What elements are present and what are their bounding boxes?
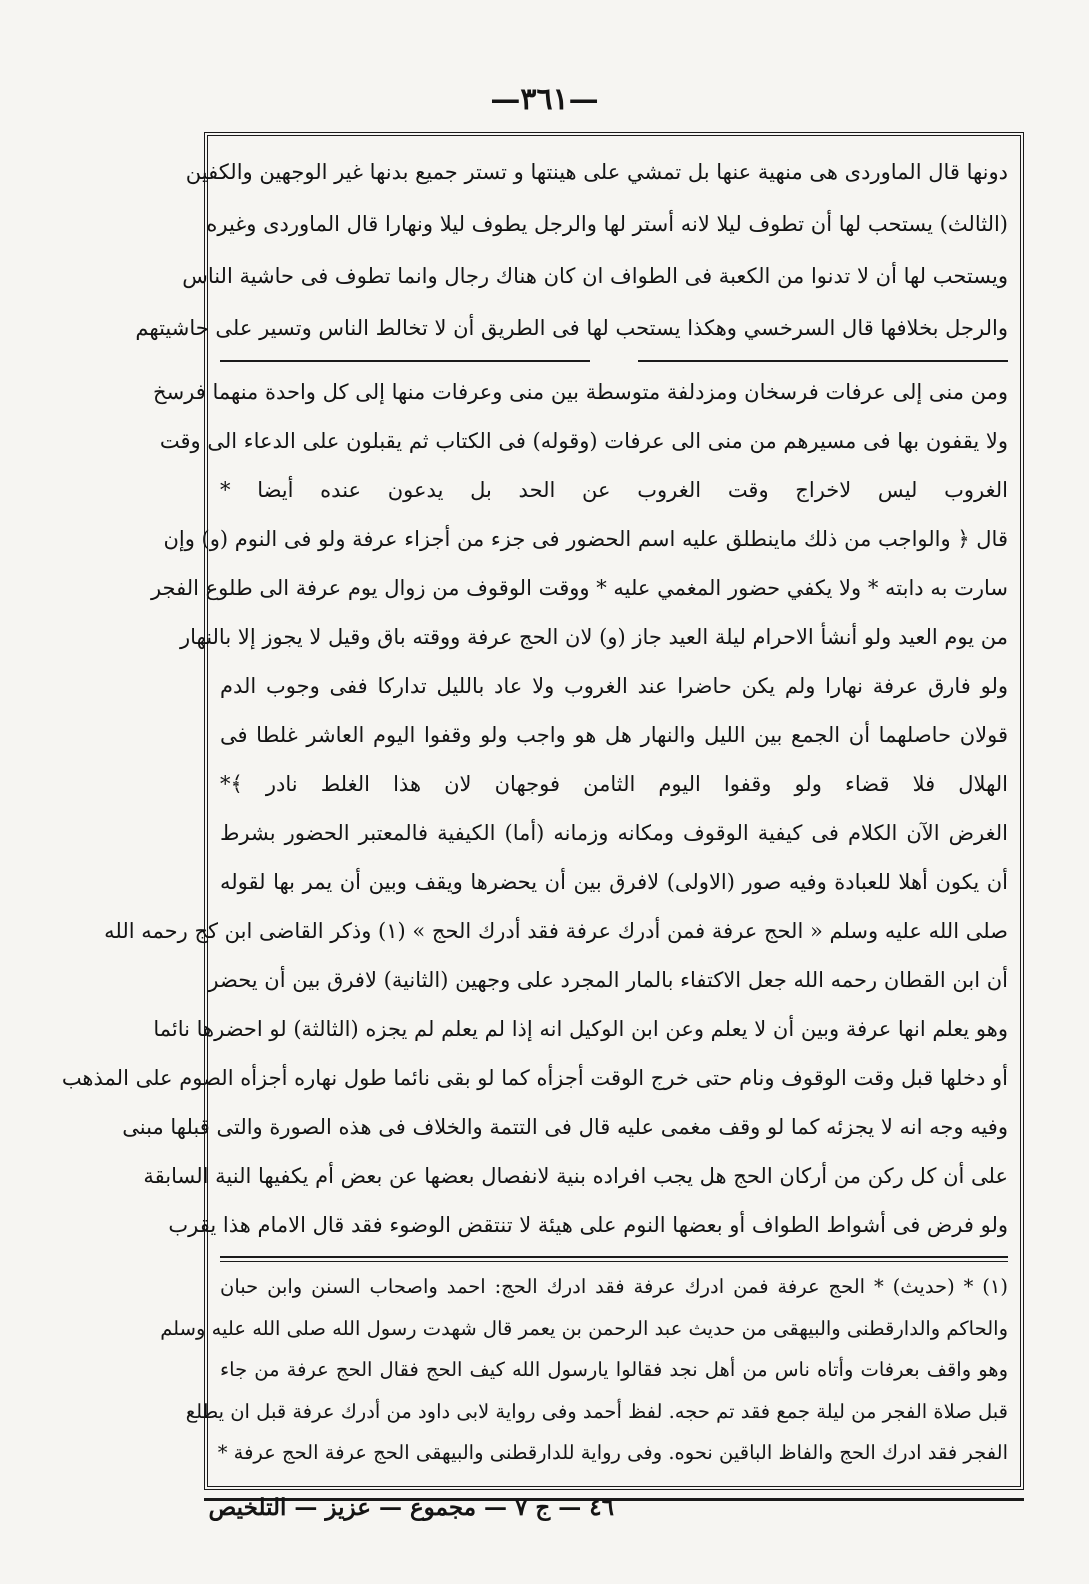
- text-line: أو دخلها قبل وقت الوقوف ونام حتى خرج الوقت أجزأه كما لو بقى نائما طول نهاره أجزأه الصوم على المذهب: [61, 1066, 1008, 1090]
- text-line: ويستحب لها أن لا تدنوا من الكعبة فى الطواف ان كان هناك رجال وانما تطوف فى حاشية الناس: [182, 264, 1008, 288]
- text-line: قال ﴿ والواجب من ذلك ماينطلق عليه اسم الحضور فى جزء من أجزاء عرفة ولو فى النوم (و) وإن: [163, 527, 1008, 551]
- text-line: أن ابن القطان رحمه الله جعل الاكتفاء بالمار المجرد على وجهين (الثانية) لافرق بين أن يحضر: [208, 968, 1008, 992]
- text-line: أن يكون أهلا للعبادة وفيه صور (الاولى) لافرق بين أن يحضرها ويقف وبين أن يمر بها لقوله: [220, 870, 1008, 894]
- text-line: وفيه وجه انه لا يجزئه كما لو وقف مغمى عليه قال فى التتمة والخلاف فى هذه الصورة والتى قبلها مبنى: [122, 1115, 1008, 1139]
- text-line: والرجل بخلافها قال السرخسي وهكذا يستحب لها فى الطريق أن لا تخالط الناس وتسير على حاشيتهم: [135, 316, 1008, 340]
- text-line: دونها قال الماوردى هى منهية عنها بل تمشي على هينتها و تستر جميع بدنها غير الوجهين والكفين: [185, 160, 1008, 184]
- page-body: [61, 136, 1020, 1474]
- footnote-line: وهو واقف بعرفات وأتاه ناس من أهل نجد فقالوا يارسول الله كيف الحج فقال الحج عرفة من جاء: [220, 1358, 1008, 1381]
- text-line: وهو يعلم انها عرفة وبين أن لا يعلم وعن ابن الوكيل انه إذا لم يعلم لم يجزه (الثالثة) لو احضرها نائما: [153, 1017, 1008, 1041]
- text-line: سارت به دابته * ولا يكفي حضور المغمي عليه * ووقت الوقوف من زوال يوم عرفة الى طلوع الفجر: [150, 576, 1008, 600]
- footnote-section: [160, 1266, 1008, 1474]
- page-number: —٣٦١—: [490, 82, 599, 117]
- text-line: ولو فارق عرفة نهارا ولم يكن حاضرا عند الغروب ولا عاد بالليل تداركا ففى وجوب الدم: [220, 674, 1008, 698]
- commentary-section-top: [135, 136, 1008, 354]
- text-line: الغروب ليس لاخراج وقت الغروب عن الحد بل يدعون عنده أيضا *: [220, 478, 1008, 502]
- text-line: قولان حاصلهما أن الجمع بين الليل والنهار هل هو واجب ولو وقفوا اليوم العاشر غلطا فى: [220, 723, 1008, 747]
- footnote-divider: [220, 1256, 1008, 1262]
- text-line: ولا يقفون بها فى مسيرهم من منى الى عرفات (وقوله) فى الكتاب ثم يقبلون على الدعاء الى وقت: [159, 429, 1008, 453]
- text-line: ومن منى إلى عرفات فرسخان ومزدلفة متوسطة بين منى وعرفات منها إلى كل واحدة منهما فرسخ: [153, 380, 1008, 404]
- text-line: (الثالث) يستحب لها أن تطوف ليلا لانه أستر لها والرجل يطوف ليلا ونهارا قال الماوردى وغيره: [206, 212, 1008, 236]
- text-frame: [61, 132, 1024, 1490]
- footnote-line: قبل صلاة الفجر من ليلة جمع فقد تم حجه. لفظ أحمد وفى رواية لابى داود من أدرك عرفة قبل ان يطلع: [185, 1399, 1008, 1423]
- footnote-line: الفجر فقد ادرك الحج والفاظ الباقين نحوه. وفى رواية للدارقطنى والبيهقى الحج عرفة الحج عرفة *: [217, 1441, 1008, 1464]
- text-line: على أن كل ركن من أركان الحج هل يجب افراده بنية لانفصال بعضها عن بعض أم يكفيها النية السابقة: [143, 1164, 1008, 1188]
- footnote-line: والحاكم والدارقطنى والبيهقى من حديث عبد الرحمن بن يعمر قال شهدت رسول الله صلى الله عليه وسلم: [160, 1316, 1008, 1340]
- footnote-line: (١) * (حديث) * الحج عرفة فمن ادرك عرفة فقد ادرك الحج: احمد واصحاب السنن وابن حبان: [220, 1275, 1008, 1298]
- text-line: من يوم العيد ولو أنشأ الاحرام ليلة العيد جاز (و) لان الحج عرفة ووقته باق وقيل لا يجوز إلا بالنهار: [179, 625, 1008, 649]
- text-line: ولو فرض فى أشواط الطواف أو بعضها النوم على هيئة لا تنتقض الوضوء فقد قال الامام هذا يقرب: [168, 1213, 1008, 1237]
- text-line: الهلال فلا قضاء ولو وقفوا اليوم الثامن فوجهان لان هذا الغلط نادر ﴾*: [220, 772, 1008, 796]
- main-text-section: [61, 362, 1008, 1250]
- page-footer: ٤٦ — ج ٧ — مجموع — عزيز — التلخيص: [208, 1494, 614, 1521]
- text-line: الغرض الآن الكلام فى كيفية الوقوف ومكانه وزمانه (أما) الكيفية فالمعتبر الحضور بشرط: [220, 821, 1008, 845]
- text-line: صلى الله عليه وسلم « الحج عرفة فمن أدرك عرفة فقد أدرك الحج » (١) وذكر القاضى ابن كج رحمه الله: [104, 919, 1008, 943]
